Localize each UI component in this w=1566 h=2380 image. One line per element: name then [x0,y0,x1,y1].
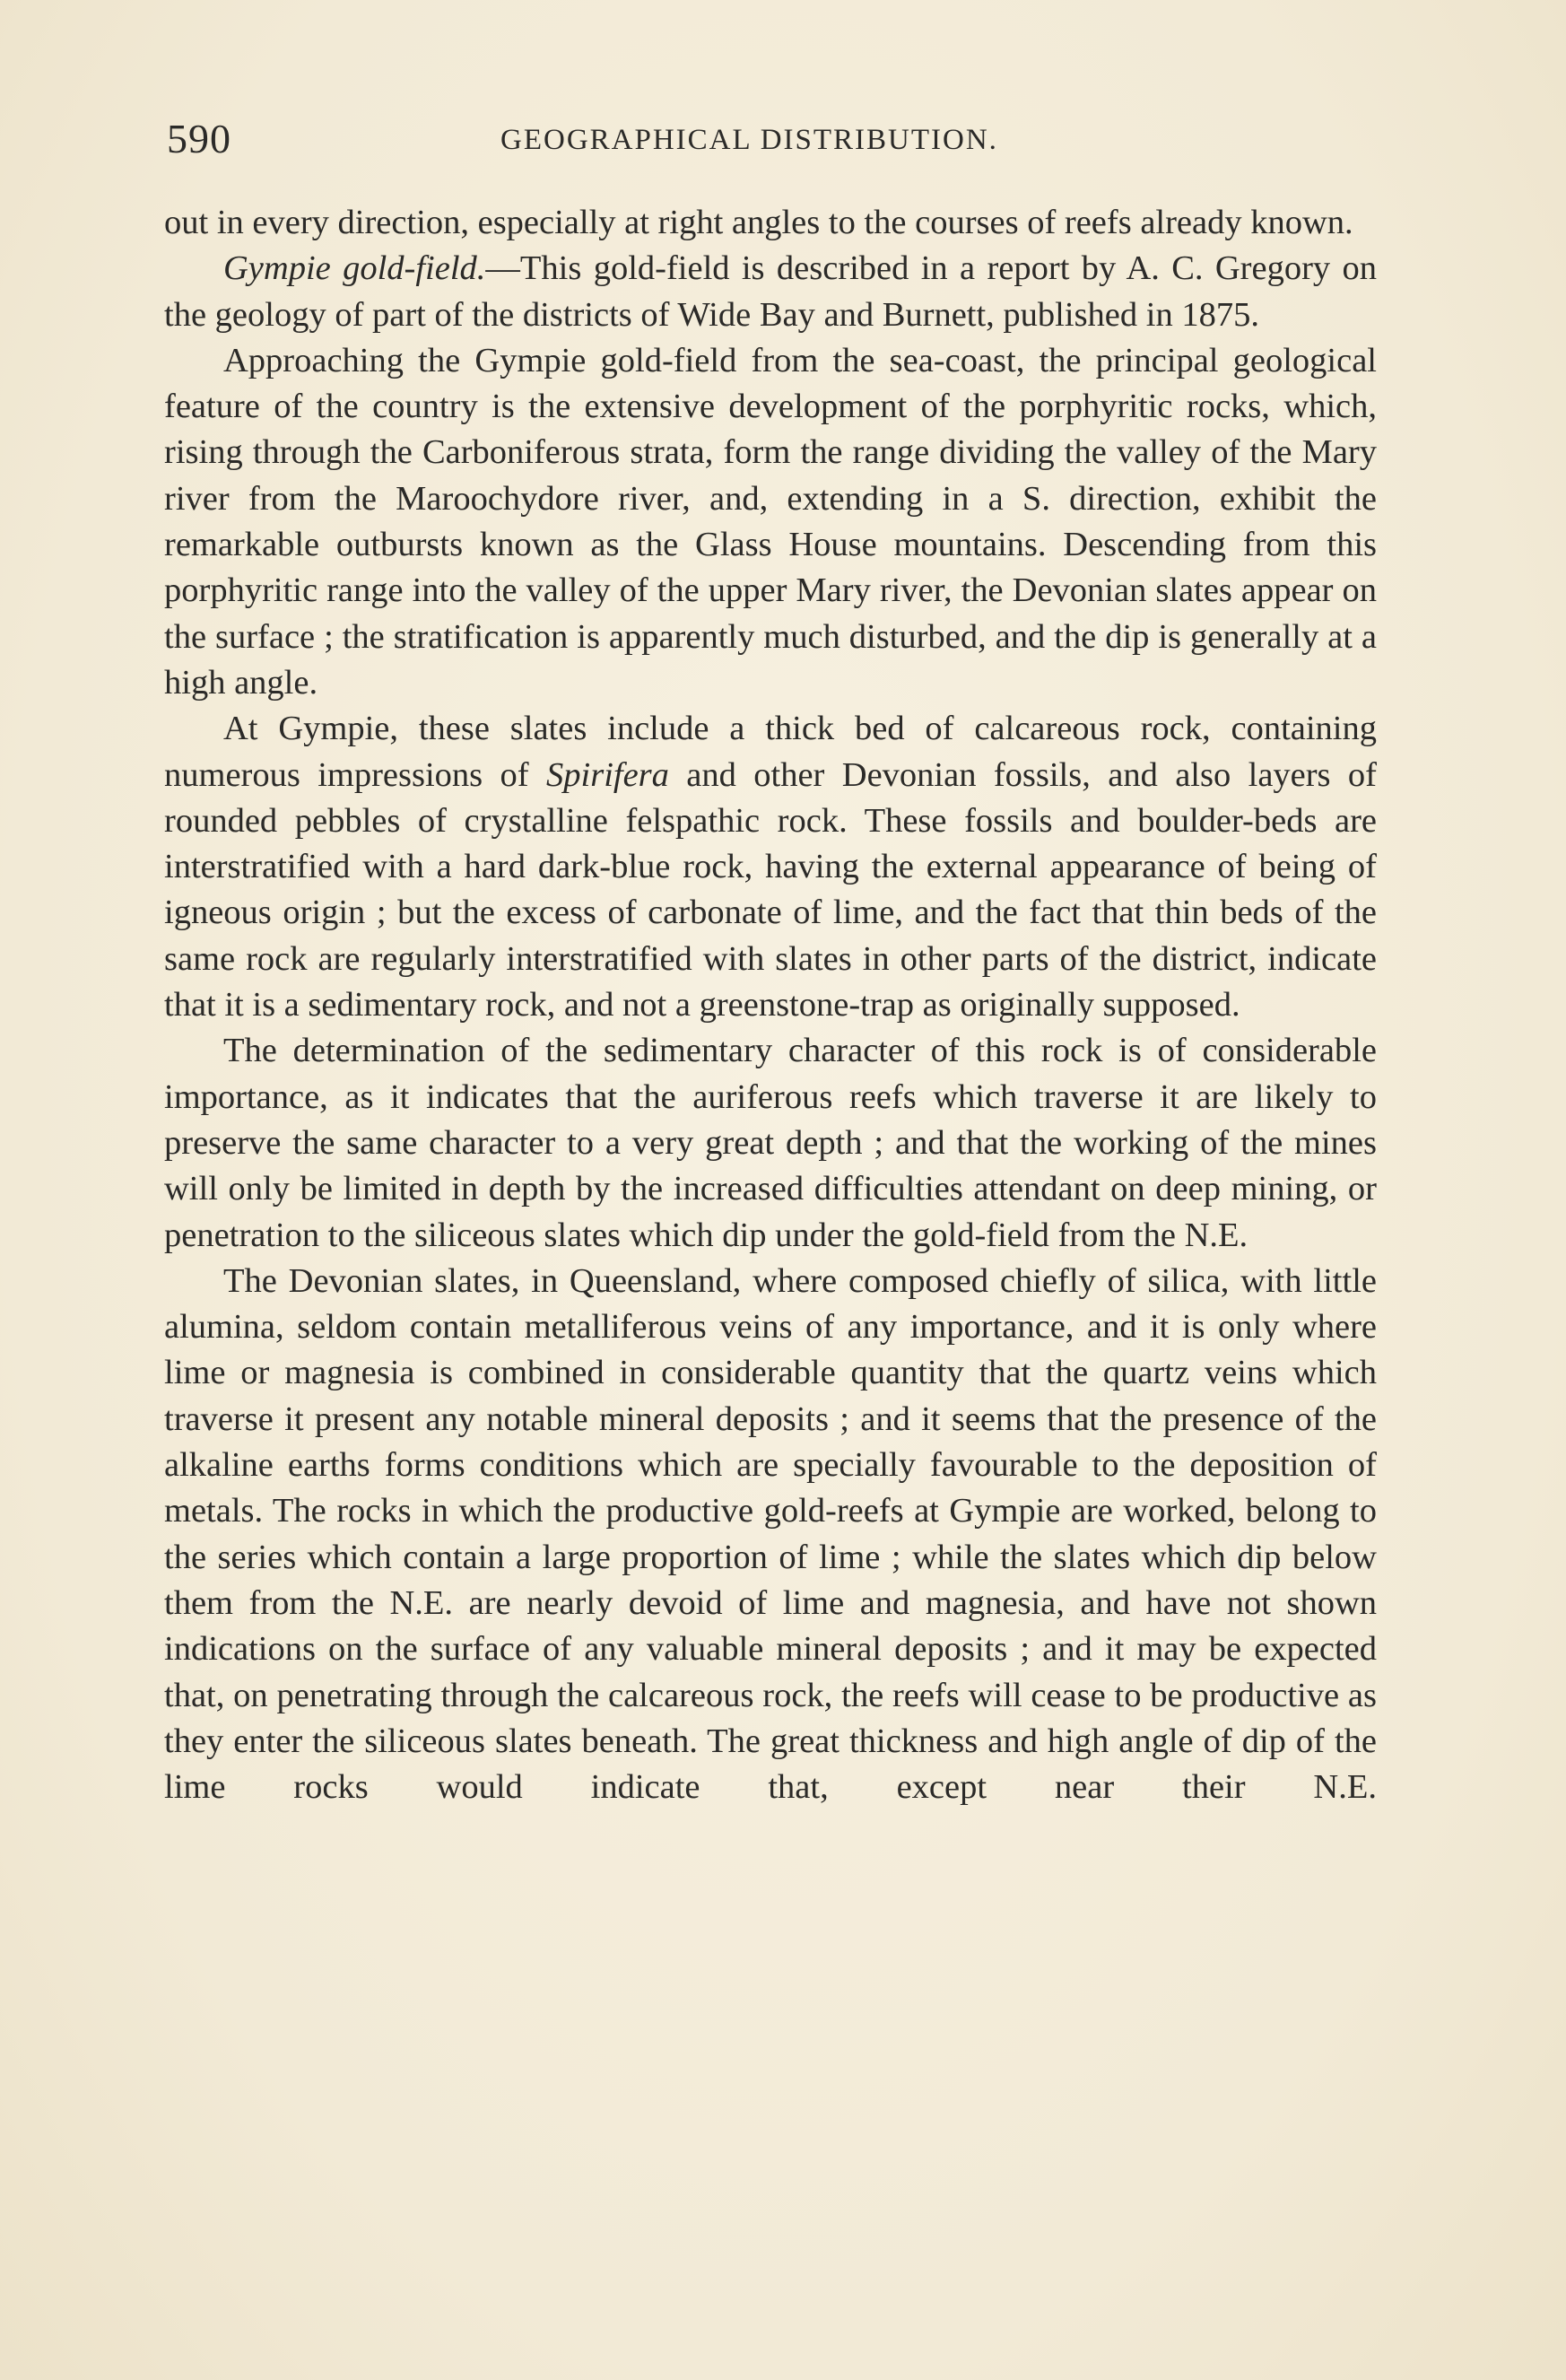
paragraph-text: Approaching the Gympie gold-field from the sea-coast, the principal geological feature of the country is the extensive development of the porphyritic rocks, which, rising through the Carboniferous strata, form the range dividing the valley of the Mary river from the Maroochydore river, and, extending in a S. direction, exhibit the remarkable outbursts known as the Glass House mountains. Descending from this porphyritic range into the valley of the upper Mary river, the Devonian slates appear on the surface ; the stratification is apparently much disturbed, and the dip is generally at a high angle. [164,341,1377,702]
running-title: GEOGRAPHICAL DISTRIBUTION. [500,124,998,156]
paragraph-geology [164,338,1377,706]
paragraph-determination [164,1028,1377,1258]
paragraph-text: At Gympie, these slates include a thick bed of calcareous rock, containing numerous impressions of [164,710,1377,794]
page-number: 590 [167,116,231,161]
paragraph-text: out in every direction, especially at right angles to the courses of reefs already known. [164,204,1353,241]
section-heading-gympie: Gympie gold-field. [223,249,486,288]
paragraph-text: —This gold-field is described in a report by A. C. Gregory on the geology of part of the districts of Wide Bay and Burnett, published in 1875. [164,249,1377,334]
genus-name: Spirifera [546,755,669,794]
paragraph-slates [164,706,1377,1028]
paragraph-gympie-intro [164,246,1377,338]
running-head [167,115,1387,169]
body-text [164,200,1377,1810]
paragraph-text: The Devonian slates, in Queensland, where composed chiefly of silica, with little alumina, seldom contain metalliferous veins of any importance, and it is only where lime or magnesia is combined in considerable quantity that the quartz veins which traverse it present any notable mineral deposits ; and it seems that the presence of the alkaline earths forms conditions which are specially favourable to the deposition of metals. The rocks in which the productive gold-reefs at Gympie are worked, belong to the series which contain a large proportion of lime ; while the slates which dip below them from the N.E. are nearly devoid of lime and magnesia, and have not shown indications on the surface of any valuable mineral deposits ; and it may be expected that, on penetrating through the calcareous rock, the reefs will cease to be productive as they enter the siliceous slates beneath. The great thickness and high angle of dip of the lime rocks would indicate that, except near their N.E. [164,1261,1377,1807]
paragraph-continuation [164,200,1377,246]
paragraph-text: and other Devonian fossils, and also layers of rounded pebbles of crystalline felspathic rock. These fossils and boulder-beds are interstratified with a hard dark-blue rock, having the external appearance of being of igneous origin ; but the excess of carbonate of lime, and the fact that thin beds of the same rock are regularly interstratified with slates in other parts of the district, indicate that it is a sedimentary rock, and not a greenstone-trap as originally supposed. [164,755,1377,1024]
paragraph-text: The determination of the sedimentary character of this rock is of considerable importance, as it indicates that the auriferous reefs which traverse it are likely to preserve the same character to a very great depth ; and that the working of the mines will only be limited in depth by the increased difficulties attendant on deep mining, or penetration to the siliceous slates which dip under the gold-field from the N.E. [164,1032,1377,1254]
paragraph-devonian [164,1259,1377,1811]
